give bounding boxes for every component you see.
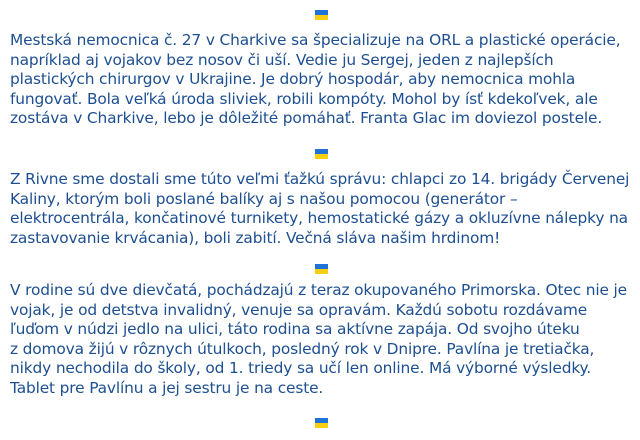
ukraine-flag-icon bbox=[315, 418, 328, 428]
ukraine-flag-icon bbox=[315, 149, 328, 159]
paragraph-hospital-kharkiv: Mestská nemocnica č. 27 v Charkive sa špecializuje na ORL a plastické operácie, napríklad aj vojakov bez nosov či uší. Vedie ju Sergej, jeden z najlepších plastických chirurgov v Ukrajine. Je dobrý hospodár, aby nemocnica mohla fungovať. Bola veľká úroda sliviek, robili kompóty. Mohol by ísť kdekoľvek, ale zostáva v Charkive, lebo je dôležité pomáhať. Franta Glac im doviezol postele. bbox=[10, 31, 621, 127]
flag-yellow-stripe bbox=[315, 15, 328, 20]
flag-yellow-stripe bbox=[315, 269, 328, 274]
paragraph-rivne-brigade: Z Rivne sme dostali sme túto veľmi ťažkú správu: chlapci zo 14. brigády Červenej Kaliny, ktorým boli poslané balíky aj s našou pomocou (generátor – elektrocentrála, končatinové turnikety, hemostatické gázy a okluzívne nálepky na zastavovanie krvácania), boli zabití. Večná sláva našim hrdinom! bbox=[10, 170, 630, 247]
paragraph-family-primorsk: V rodine sú dve dievčatá, pochádzajú z teraz okupovaného Primorska. Otec nie je vojak, je od detstva invalidný, venuje sa opravám. Každú sobotu rozdávame ľuďom v núdzi jedlo na ulici, táto rodina sa aktívne zapája. Od svojho úteku z domova žijú v rôznych útulkoch, posledný rok v Dnipre. Pavlína je tretiačka, nikdy nechodila do školy, od 1. triedy sa učí len online. Má výborné výsledky. Tablet pre Pavlínu a jej sestru je na ceste. bbox=[10, 281, 628, 397]
ukraine-flag-icon bbox=[315, 10, 328, 20]
ukraine-flag-icon bbox=[315, 264, 328, 274]
flag-yellow-stripe bbox=[315, 423, 328, 428]
flag-yellow-stripe bbox=[315, 154, 328, 159]
